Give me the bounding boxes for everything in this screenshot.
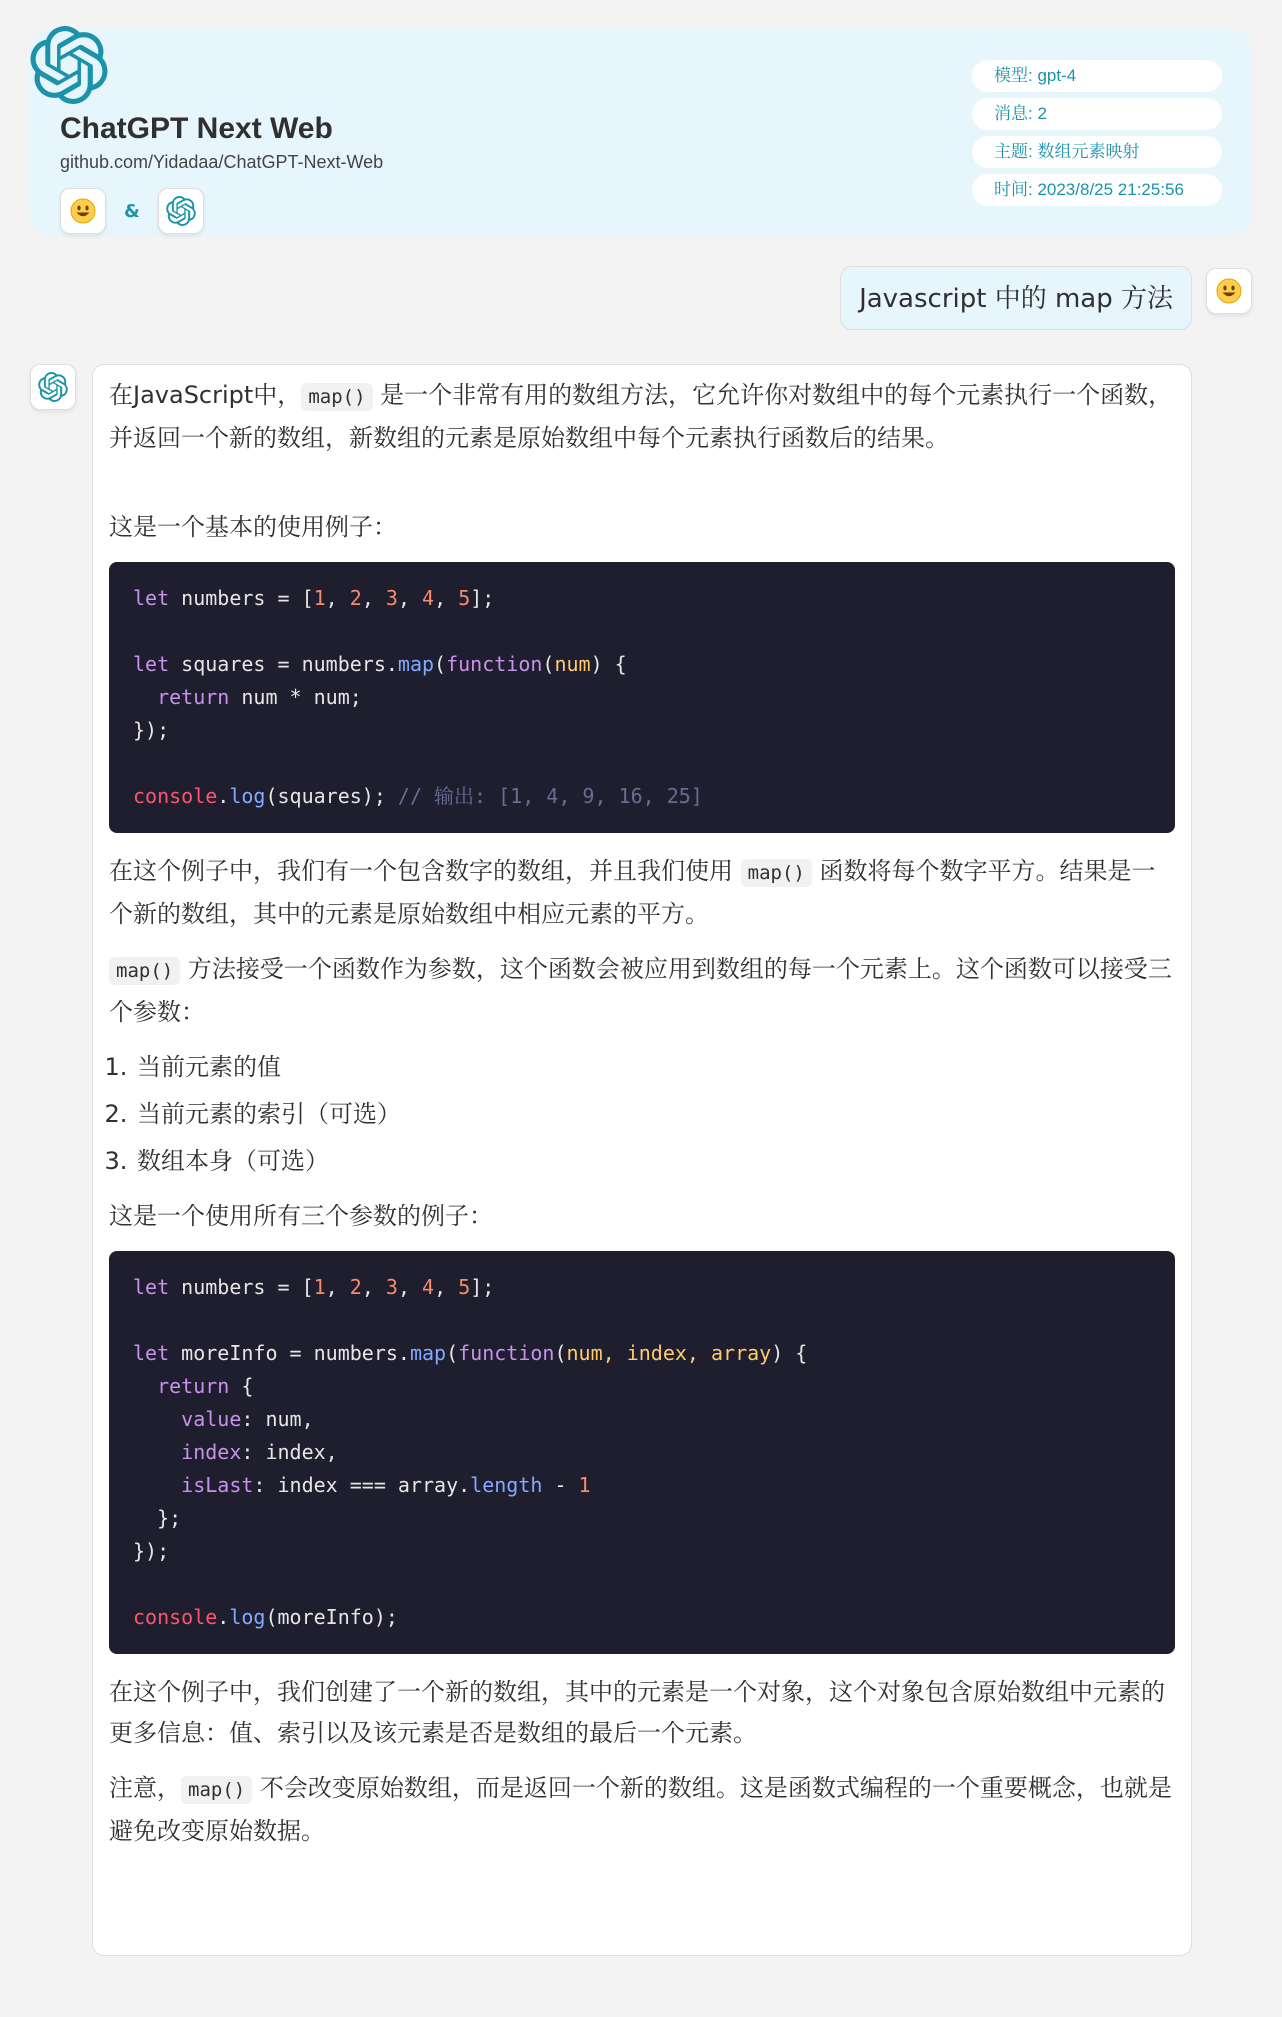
bot-avatar — [30, 364, 76, 410]
inline-code: map() — [741, 859, 812, 887]
user-message-row — [840, 266, 1252, 330]
meta-time: 时间: 2023/8/25 21:25:56 — [972, 174, 1222, 206]
user-message-bubble: Javascript 中的 map 方法 — [840, 266, 1192, 330]
list-item: 1. 当前元素的值 — [135, 1047, 1175, 1088]
paragraph: 在这个例子中，我们有一个包含数字的数组，并且我们使用 map() 函数将每个数字平方。结果是一个新的数组，其中的元素是原始数组中相应元素的平方。 — [109, 857, 1156, 928]
app-title: ChatGPT Next Web — [60, 112, 333, 145]
inline-code: map() — [109, 957, 180, 985]
chat-meta-list — [972, 60, 1222, 212]
ampersand: & — [124, 200, 140, 222]
code-block: let numbers = [1, 2, 3, 4, 5]; let moreInfo = numbers.map(function(num, index, array) { return { value: num, index: index, isLast: index === array.length - 1 }; }); console.log(moreInfo); — [109, 1251, 1175, 1654]
ordered-list — [109, 1047, 1175, 1182]
participants — [60, 188, 204, 234]
smiley-face-icon — [1216, 278, 1242, 304]
openai-logo-icon — [166, 196, 196, 226]
inline-code: map() — [181, 1776, 252, 1804]
paragraph: 在这个例子中，我们创建了一个新的数组，其中的元素是一个对象，这个对象包含原始数组中元素的更多信息：值、索引以及该元素是否是数组的最后一个元素。 — [109, 1678, 1165, 1747]
paragraph: 这是一个使用所有三个参数的例子： — [109, 1202, 493, 1230]
openai-logo-icon — [30, 26, 108, 104]
list-item: 2. 当前元素的索引（可选） — [135, 1094, 1175, 1135]
bot-avatar — [158, 188, 204, 234]
paragraph: 这是一个基本的使用例子： — [109, 513, 397, 541]
inline-code: map() — [301, 383, 372, 411]
paragraph: 注意， map() 不会改变原始数组，而是返回一个新的数组。这是函数式编程的一个重要概念，也就是避免改变原始数据。 — [109, 1774, 1172, 1845]
list-item: 3. 数组本身（可选） — [135, 1141, 1175, 1182]
app-repo-link: github.com/Yidadaa/ChatGPT-Next-Web — [60, 152, 384, 172]
smiley-face-icon — [70, 198, 96, 224]
meta-model: 模型: gpt-4 — [972, 60, 1222, 92]
user-avatar — [60, 188, 106, 234]
meta-topic: 主题: 数组元素映射 — [972, 136, 1222, 168]
user-avatar — [1206, 268, 1252, 314]
paragraph: 在JavaScript中， map() 是一个非常有用的数组方法，它允许你对数组中的每个元素执行一个函数，并返回一个新的数组，新数组的元素是原始数组中每个元素执行函数后的结果。 — [109, 381, 1173, 452]
paragraph: map() 方法接受一个函数作为参数，这个函数会被应用到数组的每一个元素上。这个函数可以接受三个参数： — [109, 955, 1172, 1026]
code-block: let numbers = [1, 2, 3, 4, 5]; let squares = numbers.map(function(num) { return num * num; }); console.log(squares); // 输出: [1, 4, 9, 16, 25] — [109, 562, 1175, 833]
meta-message-count: 消息: 2 — [972, 98, 1222, 130]
openai-logo-icon — [38, 372, 68, 402]
chat-export-header — [30, 30, 1252, 236]
assistant-message-bubble — [92, 364, 1192, 1956]
